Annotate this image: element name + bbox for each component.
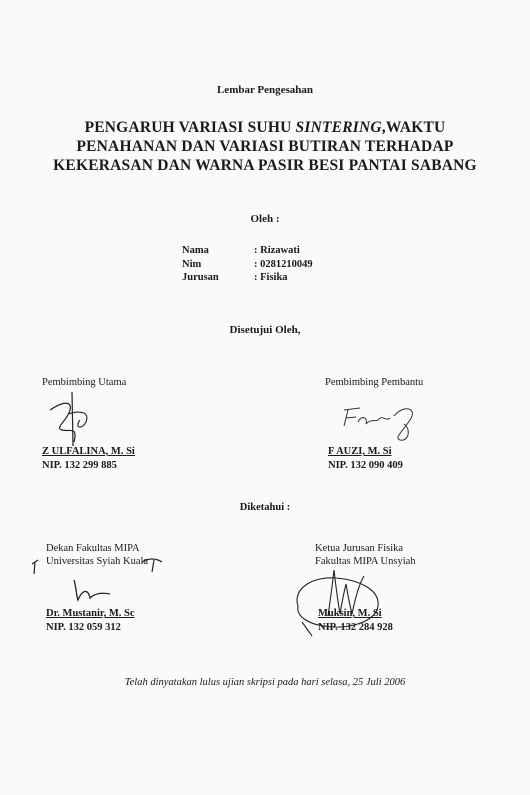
co-supervisor-nip: NIP. 132 090 409 bbox=[328, 460, 403, 471]
field-value: : 0281210049 bbox=[254, 258, 313, 270]
acknowledgement-label: Diketahui : bbox=[239, 502, 291, 513]
dean-role-line2: Universitas Syiah Kuala bbox=[46, 556, 149, 567]
main-supervisor-nip: NIP. 132 299 885 bbox=[42, 460, 117, 471]
by-label: Oleh : bbox=[250, 213, 280, 225]
approval-label: Disetujui Oleh, bbox=[229, 324, 301, 336]
thesis-title-part1: PENGARUH VARIASI SUHU bbox=[84, 119, 296, 136]
head-name: Muksin, M. Si bbox=[318, 608, 382, 619]
main-supervisor-signature bbox=[40, 388, 130, 448]
thesis-title-part2: ,WAKTU PENAHANAN DAN VARIASI BUTIRAN TERHADAP KEKERASAN DAN WARNA PASIR BESI PANTAI SABANG bbox=[53, 119, 477, 174]
author-field-department bbox=[182, 271, 313, 285]
field-label: Jurusan bbox=[182, 272, 219, 283]
head-role-line1: Ketua Jurusan Fisika bbox=[315, 543, 404, 554]
dean-role-line1: Dekan Fakultas MIPA bbox=[46, 543, 140, 554]
main-supervisor-name: Z ULFALINA, M. Si bbox=[42, 446, 135, 457]
thesis-title bbox=[40, 118, 490, 175]
co-supervisor-signature bbox=[338, 400, 428, 444]
field-label: Nim bbox=[182, 258, 202, 270]
main-supervisor-role: Pembimbing Utama bbox=[42, 377, 127, 388]
graduation-statement: Telah dinyatakan lulus ujian skripsi pada hari selasa, 25 Juli 2006 bbox=[124, 677, 406, 688]
head-role-line2: Fakultas MIPA Unsyiah bbox=[315, 556, 416, 567]
field-value: : Fisika bbox=[254, 272, 288, 283]
author-field-nim bbox=[182, 258, 313, 272]
field-value: : Rizawati bbox=[254, 245, 300, 256]
dean-name: Dr. Mustanir, M. Sc bbox=[46, 608, 135, 619]
field-label: Nama bbox=[182, 245, 209, 256]
dean-signature bbox=[30, 550, 180, 610]
author-fields bbox=[182, 244, 313, 285]
thesis-title-italic: SINTERING bbox=[295, 119, 382, 136]
dean-nip: NIP. 132 059 312 bbox=[46, 622, 121, 633]
co-supervisor-role: Pembimbing Pembantu bbox=[325, 377, 424, 388]
author-field-name bbox=[182, 244, 313, 258]
co-supervisor-name: F AUZI, M. Si bbox=[328, 446, 392, 457]
page-header: Lembar Pengesahan bbox=[216, 84, 314, 96]
head-nip: NIP. 132 284 928 bbox=[318, 622, 393, 633]
